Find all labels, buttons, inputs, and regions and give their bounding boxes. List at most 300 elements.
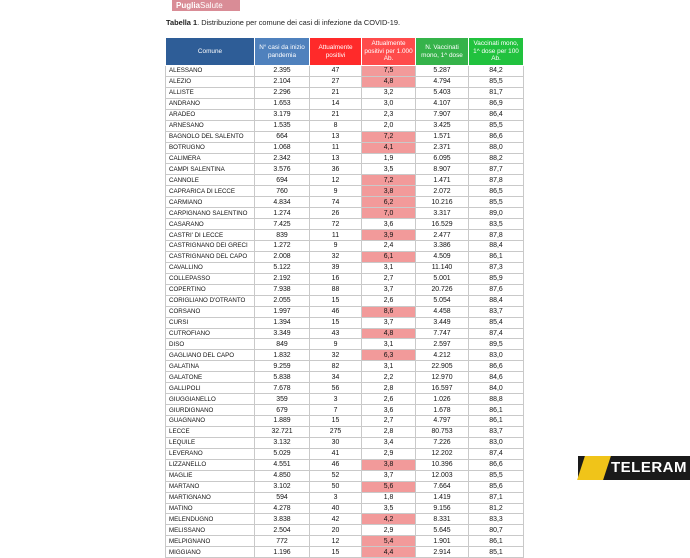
table-cell: 5.054 [416, 295, 469, 306]
table-cell: 22.905 [416, 361, 469, 372]
cell-comune: ARADEO [166, 109, 255, 120]
table-cell: 6,1 [362, 251, 416, 262]
caption-label: Tabella 1 [166, 18, 198, 27]
table-cell: 4.797 [416, 416, 469, 427]
header-positivi-per-1000: Attualmente positivi per 1.000 Ab. [362, 38, 416, 66]
table-row [166, 66, 524, 77]
cell-comune: CAPRARICA DI LECCE [166, 186, 255, 197]
table-cell: 2.914 [416, 547, 469, 558]
table-row [166, 459, 524, 470]
table-row [166, 328, 524, 339]
table-cell: 87,4 [469, 328, 524, 339]
table-cell: 84,2 [469, 66, 524, 77]
header-comune: Comune [166, 38, 255, 66]
table-cell: 7.664 [416, 481, 469, 492]
caption-text: . Distribuzione per comune dei casi di infezione da COVID-19. [197, 18, 401, 27]
table-cell: 10.216 [416, 197, 469, 208]
cell-comune: CALIMERA [166, 153, 255, 164]
table-cell: 3,7 [362, 284, 416, 295]
table-cell: 50 [310, 481, 362, 492]
table-cell: 42 [310, 514, 362, 525]
table-cell: 86,6 [469, 361, 524, 372]
table-cell: 7,2 [362, 175, 416, 186]
table-cell: 3.132 [255, 437, 310, 448]
table-cell: 15 [310, 416, 362, 427]
table-cell: 4,1 [362, 142, 416, 153]
table-cell: 1,8 [362, 492, 416, 503]
table-cell: 1.274 [255, 208, 310, 219]
table-cell: 4.509 [416, 251, 469, 262]
table-cell: 2,2 [362, 372, 416, 383]
table-row [166, 339, 524, 350]
table-cell: 694 [255, 175, 310, 186]
table-row [166, 437, 524, 448]
table-cell: 8.907 [416, 164, 469, 175]
table-cell: 4.794 [416, 76, 469, 87]
table-cell: 4.834 [255, 197, 310, 208]
cell-comune: CORSANO [166, 306, 255, 317]
table-cell: 40 [310, 503, 362, 514]
table-cell: 4.107 [416, 98, 469, 109]
cell-comune: DISO [166, 339, 255, 350]
table-cell: 84,0 [469, 383, 524, 394]
table-cell: 4.850 [255, 470, 310, 481]
cell-comune: LEVERANO [166, 448, 255, 459]
table-row [166, 306, 524, 317]
table-cell: 1.901 [416, 536, 469, 547]
table-cell: 594 [255, 492, 310, 503]
cell-comune: LIZZANELLO [166, 459, 255, 470]
table-cell: 16.529 [416, 219, 469, 230]
table-cell: 760 [255, 186, 310, 197]
table-row [166, 219, 524, 230]
table-cell: 5.403 [416, 87, 469, 98]
cell-comune: CAVALLINO [166, 262, 255, 273]
table-cell: 1.535 [255, 120, 310, 131]
table-cell: 7.678 [255, 383, 310, 394]
table-cell: 89,0 [469, 208, 524, 219]
cell-comune: CASARANO [166, 219, 255, 230]
table-cell: 87,1 [469, 492, 524, 503]
cell-comune: ANDRANO [166, 98, 255, 109]
table-row [166, 492, 524, 503]
table-cell: 88,8 [469, 394, 524, 405]
table-cell: 87,3 [469, 262, 524, 273]
table-cell: 87,6 [469, 284, 524, 295]
cell-comune: COLLEPASSO [166, 273, 255, 284]
table-cell: 3,1 [362, 339, 416, 350]
table-row [166, 514, 524, 525]
table-cell: 1.196 [255, 547, 310, 558]
table-cell: 4,8 [362, 76, 416, 87]
table-cell: 5.838 [255, 372, 310, 383]
table-cell: 32 [310, 251, 362, 262]
table-cell: 5.645 [416, 525, 469, 536]
table-cell: 3,2 [362, 87, 416, 98]
table-row [166, 317, 524, 328]
table-cell: 52 [310, 470, 362, 481]
cell-comune: GALLIPOLI [166, 383, 255, 394]
table-cell: 89,5 [469, 339, 524, 350]
cell-comune: GUAGNANO [166, 416, 255, 427]
table-cell: 3,5 [362, 164, 416, 175]
table-row [166, 394, 524, 405]
cell-comune: ARNESANO [166, 120, 255, 131]
table-row [166, 525, 524, 536]
table-cell: 2,8 [362, 426, 416, 437]
table-row [166, 350, 524, 361]
table-cell: 6.095 [416, 153, 469, 164]
table-cell: 2.055 [255, 295, 310, 306]
table-body [166, 66, 524, 558]
table-cell: 20.726 [416, 284, 469, 295]
cell-comune: CASTRIGNANO DEL CAPO [166, 251, 255, 262]
table-cell: 16 [310, 273, 362, 284]
table-cell: 839 [255, 230, 310, 241]
table-cell: 3.386 [416, 241, 469, 252]
table-cell: 12.970 [416, 372, 469, 383]
cell-comune: GALATONE [166, 372, 255, 383]
table-cell: 83,3 [469, 514, 524, 525]
table-cell: 74 [310, 197, 362, 208]
table-row [166, 131, 524, 142]
table-cell: 2.192 [255, 273, 310, 284]
table-cell: 86,1 [469, 416, 524, 427]
table-cell: 3,9 [362, 230, 416, 241]
table-row [166, 109, 524, 120]
table-row [166, 175, 524, 186]
cell-comune: MELPIGNANO [166, 536, 255, 547]
table-cell: 56 [310, 383, 362, 394]
table-cell: 849 [255, 339, 310, 350]
table-cell: 3,4 [362, 437, 416, 448]
table-cell: 664 [255, 131, 310, 142]
table-cell: 80.753 [416, 426, 469, 437]
table-row [166, 142, 524, 153]
table-row [166, 361, 524, 372]
table-cell: 86,5 [469, 186, 524, 197]
table-cell: 7 [310, 405, 362, 416]
table-cell: 46 [310, 459, 362, 470]
table-cell: 1.419 [416, 492, 469, 503]
table-cell: 86,6 [469, 131, 524, 142]
table-cell: 5.001 [416, 273, 469, 284]
table-cell: 5,6 [362, 481, 416, 492]
table-cell: 3 [310, 492, 362, 503]
table-cell: 2,7 [362, 416, 416, 427]
table-cell: 85,5 [469, 470, 524, 481]
table-cell: 88,2 [469, 153, 524, 164]
table-cell: 83,7 [469, 306, 524, 317]
table-cell: 1.471 [416, 175, 469, 186]
cell-comune: ALEZIO [166, 76, 255, 87]
table-cell: 1.889 [255, 416, 310, 427]
table-row [166, 273, 524, 284]
table-cell: 21 [310, 87, 362, 98]
table-cell: 2,9 [362, 448, 416, 459]
table-row [166, 503, 524, 514]
table-cell: 87,8 [469, 230, 524, 241]
cell-comune: GIUGGIANELLO [166, 394, 255, 405]
table-row [166, 481, 524, 492]
table-cell: 86,1 [469, 251, 524, 262]
table-cell: 3.449 [416, 317, 469, 328]
table-cell: 83,0 [469, 350, 524, 361]
table-cell: 86,9 [469, 98, 524, 109]
table-cell: 9 [310, 241, 362, 252]
table-cell: 2.008 [255, 251, 310, 262]
table-cell: 14 [310, 98, 362, 109]
table-row [166, 536, 524, 547]
table-cell: 41 [310, 448, 362, 459]
table-cell: 6,3 [362, 350, 416, 361]
table-cell: 11 [310, 142, 362, 153]
cell-comune: MELISSANO [166, 525, 255, 536]
cell-comune: ALLISTE [166, 87, 255, 98]
table-cell: 3 [310, 394, 362, 405]
table-cell: 32 [310, 350, 362, 361]
table-cell: 2,8 [362, 383, 416, 394]
table-cell: 3.425 [416, 120, 469, 131]
table-cell: 86,4 [469, 109, 524, 120]
table-cell: 10.396 [416, 459, 469, 470]
table-row [166, 448, 524, 459]
table-cell: 16.597 [416, 383, 469, 394]
table-cell: 4,2 [362, 514, 416, 525]
table-cell: 4.551 [255, 459, 310, 470]
table-cell: 26 [310, 208, 362, 219]
table-row [166, 208, 524, 219]
table-cell: 1,9 [362, 153, 416, 164]
table-cell: 5,4 [362, 536, 416, 547]
table-cell: 81,2 [469, 503, 524, 514]
table-cell: 86,6 [469, 459, 524, 470]
table-cell: 2,6 [362, 394, 416, 405]
table-cell: 88,4 [469, 295, 524, 306]
table-cell: 3,6 [362, 405, 416, 416]
table-cell: 2.104 [255, 76, 310, 87]
table-row [166, 262, 524, 273]
cell-comune: CARPIGNANO SALENTINO [166, 208, 255, 219]
table-cell: 2.395 [255, 66, 310, 77]
table-cell: 3.102 [255, 481, 310, 492]
table-cell: 4,4 [362, 547, 416, 558]
table-cell: 1.026 [416, 394, 469, 405]
table-cell: 4.212 [416, 350, 469, 361]
table-cell: 85,1 [469, 547, 524, 558]
table-row [166, 284, 524, 295]
table-row [166, 186, 524, 197]
cell-comune: MATINO [166, 503, 255, 514]
table-cell: 6,2 [362, 197, 416, 208]
table-cell: 8.331 [416, 514, 469, 525]
table-row [166, 87, 524, 98]
table-row [166, 372, 524, 383]
table-cell: 7.747 [416, 328, 469, 339]
cell-comune: CASTRI' DI LECCE [166, 230, 255, 241]
table-cell: 83,5 [469, 219, 524, 230]
table-cell: 3.838 [255, 514, 310, 525]
header-positivi: Attualmente positivi [310, 38, 362, 66]
table-cell: 80,7 [469, 525, 524, 536]
table-cell: 46 [310, 306, 362, 317]
table-row [166, 547, 524, 558]
table-cell: 12 [310, 175, 362, 186]
table-row [166, 416, 524, 427]
table-row [166, 295, 524, 306]
cell-comune: GAGLIANO DEL CAPO [166, 350, 255, 361]
table-cell: 2.296 [255, 87, 310, 98]
cell-comune: CARMIANO [166, 197, 255, 208]
table-row [166, 153, 524, 164]
table-cell: 3.179 [255, 109, 310, 120]
table-cell: 2,6 [362, 295, 416, 306]
header-vaccinati: N. Vaccinati mono, 1^ dose [416, 38, 469, 66]
table-cell: 359 [255, 394, 310, 405]
table-cell: 32.721 [255, 426, 310, 437]
cell-comune: MIGGIANO [166, 547, 255, 558]
table-caption [166, 18, 400, 27]
logo-text-puglia: Puglia [176, 1, 201, 10]
table-cell: 30 [310, 437, 362, 448]
table-cell: 3.576 [255, 164, 310, 175]
table-cell: 83,7 [469, 426, 524, 437]
table-cell: 3.317 [416, 208, 469, 219]
table-cell: 3,7 [362, 470, 416, 481]
table-cell: 4.458 [416, 306, 469, 317]
table-cell: 27 [310, 76, 362, 87]
table-row [166, 251, 524, 262]
table-cell: 1.272 [255, 241, 310, 252]
table-cell: 12.003 [416, 470, 469, 481]
table-cell: 11.140 [416, 262, 469, 273]
table-cell: 12.202 [416, 448, 469, 459]
table-cell: 3,6 [362, 219, 416, 230]
cell-comune: BAGNOLO DEL SALENTO [166, 131, 255, 142]
table-row [166, 241, 524, 252]
table-row [166, 98, 524, 109]
pugliasalute-logo [172, 0, 240, 11]
table-cell: 21 [310, 109, 362, 120]
table-cell: 47 [310, 66, 362, 77]
table-cell: 9.156 [416, 503, 469, 514]
table-cell: 7,5 [362, 66, 416, 77]
cell-comune: CAMPI SALENTINA [166, 164, 255, 175]
table-cell: 2,9 [362, 525, 416, 536]
cell-comune: GALATINA [166, 361, 255, 372]
table-cell: 13 [310, 131, 362, 142]
table-cell: 275 [310, 426, 362, 437]
table-cell: 9 [310, 186, 362, 197]
table-cell: 34 [310, 372, 362, 383]
cell-comune: MAGLIE [166, 470, 255, 481]
table-cell: 7,0 [362, 208, 416, 219]
table-row [166, 120, 524, 131]
table-row [166, 470, 524, 481]
table-cell: 2.477 [416, 230, 469, 241]
table-cell: 39 [310, 262, 362, 273]
logo-text-salute: Salute [200, 1, 223, 10]
table-cell: 2.342 [255, 153, 310, 164]
table-cell: 86,1 [469, 405, 524, 416]
cell-comune: COPERTINO [166, 284, 255, 295]
table-cell: 2.597 [416, 339, 469, 350]
table-cell: 9.259 [255, 361, 310, 372]
table-cell: 82 [310, 361, 362, 372]
table-cell: 772 [255, 536, 310, 547]
table-cell: 2,4 [362, 241, 416, 252]
table-cell: 3,0 [362, 98, 416, 109]
table-cell: 87,4 [469, 448, 524, 459]
watermark-text: TELERAM [611, 459, 687, 476]
cell-comune: CASTRIGNANO DEI GRECI [166, 241, 255, 252]
table-cell: 3,1 [362, 361, 416, 372]
cell-comune: CUTROFIANO [166, 328, 255, 339]
table-cell: 84,6 [469, 372, 524, 383]
cell-comune: CURSI [166, 317, 255, 328]
table-cell: 2.371 [416, 142, 469, 153]
table-cell: 85,9 [469, 273, 524, 284]
table-cell: 3.349 [255, 328, 310, 339]
table-cell: 7,2 [362, 131, 416, 142]
table-cell: 7.425 [255, 219, 310, 230]
table-cell: 5.122 [255, 262, 310, 273]
table-cell: 85,6 [469, 481, 524, 492]
table-cell: 5.029 [255, 448, 310, 459]
table-cell: 85,5 [469, 197, 524, 208]
table-cell: 2,3 [362, 109, 416, 120]
table-header-row [166, 38, 524, 66]
table-cell: 5.287 [416, 66, 469, 77]
table-cell: 87,7 [469, 164, 524, 175]
table-row [166, 164, 524, 175]
table-cell: 43 [310, 328, 362, 339]
table-cell: 83,0 [469, 437, 524, 448]
cell-comune: MELENDUGNO [166, 514, 255, 525]
table-row [166, 197, 524, 208]
table-cell: 88 [310, 284, 362, 295]
table-cell: 85,5 [469, 76, 524, 87]
table-cell: 1.571 [416, 131, 469, 142]
table-cell: 2,0 [362, 120, 416, 131]
table-cell: 4,8 [362, 328, 416, 339]
table-cell: 7.907 [416, 109, 469, 120]
table-cell: 86,1 [469, 536, 524, 547]
table-cell: 3,8 [362, 459, 416, 470]
table-cell: 1.068 [255, 142, 310, 153]
table-cell: 7.226 [416, 437, 469, 448]
table-cell: 15 [310, 317, 362, 328]
header-vaccinati-per-100: Vaccinati mono, 1^ dose per 100 Ab. [469, 38, 524, 66]
table-cell: 1.832 [255, 350, 310, 361]
header-casi: N° casi da inizio pandemia [255, 38, 310, 66]
table-cell: 8 [310, 120, 362, 131]
cell-comune: CANNOLE [166, 175, 255, 186]
table-cell: 9 [310, 339, 362, 350]
table-cell: 2.504 [255, 525, 310, 536]
table-cell: 1.997 [255, 306, 310, 317]
table-cell: 20 [310, 525, 362, 536]
cell-comune: MARTANO [166, 481, 255, 492]
cell-comune: MARTIGNANO [166, 492, 255, 503]
table-cell: 11 [310, 230, 362, 241]
cell-comune: CORIGLIANO D'OTRANTO [166, 295, 255, 306]
table-cell: 4.278 [255, 503, 310, 514]
table-cell: 8,6 [362, 306, 416, 317]
table-cell: 2.072 [416, 186, 469, 197]
table-row [166, 426, 524, 437]
table-cell: 13 [310, 153, 362, 164]
